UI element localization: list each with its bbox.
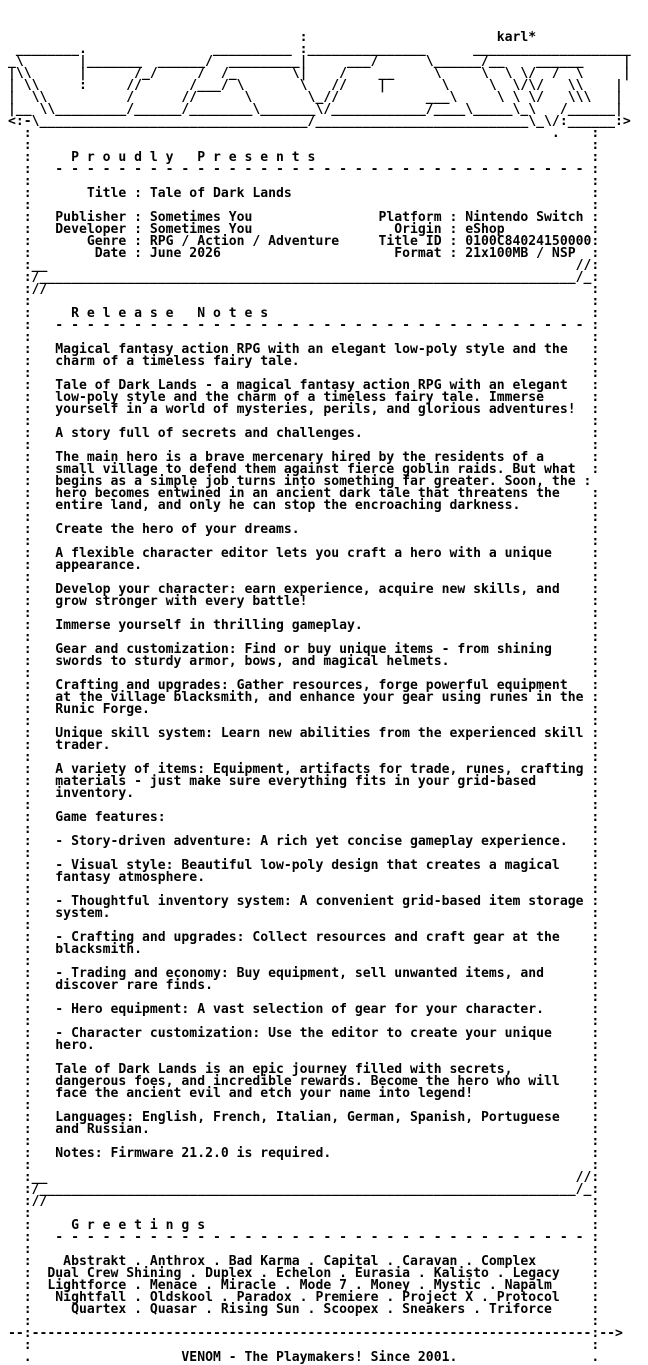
- nfo-line: : grow stronger with every battle! :: [8, 594, 639, 609]
- nfo-line: : :: [8, 174, 639, 189]
- nfo-line: : :: [8, 846, 639, 861]
- nfo-line: : Develop your character: earn experience, acquire new skills, and :: [8, 582, 639, 597]
- nfo-line: :// :: [8, 282, 639, 297]
- nfo-line: |__ \\_________/______/________\_______\/____________/____\_____\_\ /______|: [8, 102, 623, 117]
- nfo-line: : :: [8, 1158, 639, 1173]
- nfo-line: : The main hero is a brave mercenary hired by the residents of a :: [8, 450, 639, 465]
- nfo-line: : :: [8, 138, 639, 153]
- nfo-line: : :: [8, 438, 639, 453]
- nfo-line: : discover rare finds. :: [8, 978, 639, 993]
- nfo-line: : - - - - - - - - - - - - - - - - - - - - - - - - - - - - - - - - - - :: [8, 1230, 639, 1245]
- nfo-line: : - Story-driven adventure: A rich yet concise gameplay experience. :: [8, 834, 639, 849]
- nfo-line: : . :: [8, 126, 639, 141]
- nfo-line: : Magical fantasy action RPG with an elegant low-poly style and the :: [8, 342, 639, 357]
- nfo-line: : Date : June 2026 Format : 21x100MB / NSP :: [8, 246, 639, 261]
- nfo-line: : :: [8, 366, 639, 381]
- nfo-line: : R e l e a s e N o t e s :: [8, 306, 639, 321]
- nfo-line: : materials - just make sure everything fits in your grid-based :: [8, 774, 639, 789]
- nfo-line: : :: [8, 1314, 639, 1329]
- nfo-line: : :: [8, 330, 639, 345]
- nfo-line: : Immerse yourself in thrilling gameplay. :: [8, 618, 639, 633]
- nfo-line: : - - - - - - - - - - - - - - - - - - - - - - - - - - - - - - - - - - :: [8, 318, 639, 333]
- nfo-line: : :: [8, 882, 639, 897]
- nfo-line: : :: [8, 666, 639, 681]
- nfo-line: : Unique skill system: Learn new abilities from the experienced skill :: [8, 726, 639, 741]
- nfo-line: : :: [8, 1050, 639, 1065]
- nfo-line: : A story full of secrets and challenges. :: [8, 426, 639, 441]
- nfo-line: | \\ : // /___/ \ \ // | \ \ \/\/ \\ |: [8, 78, 623, 93]
- nfo-line: : blacksmith. :: [8, 942, 639, 957]
- nfo-line: : :: [8, 822, 639, 837]
- nfo-line: : :: [8, 1134, 639, 1149]
- nfo-line: : G r e e t i n g s :: [8, 1218, 639, 1233]
- nfo-line: : system. :: [8, 906, 639, 921]
- nfo-line: : entire land, and only he can stop the encroaching darkness. :: [8, 498, 639, 513]
- nfo-line: ________. __________ :_______________ ____________________: [8, 42, 639, 57]
- nfo-line: : A variety of items: Equipment, artifacts for trade, runes, crafting :: [8, 762, 639, 777]
- nfo-line: : Tale of Dark Lands is an epic journey filled with secrets, :: [8, 1062, 639, 1077]
- nfo-line: : Lightforce . Menace . Miracle . Mode 7 . Money . Mystic . Napalm :: [8, 1278, 639, 1293]
- nfo-line: : :: [8, 1338, 639, 1353]
- nfo-line: : :: [8, 534, 639, 549]
- nfo-line: :// :: [8, 1194, 639, 1209]
- nfo-line: --:-----------------------------------------------------------------------:-->: [8, 1326, 639, 1341]
- nfo-line: : appearance. :: [8, 558, 639, 573]
- nfo-line: : - Trading and economy: Buy equipment, sell unwanted items, and :: [8, 966, 639, 981]
- nfo-line: : hero. :: [8, 1038, 639, 1053]
- nfo-line: : charm of a timeless fairy tale. :: [8, 354, 639, 369]
- nfo-line: :/____________________________________________________________________/_:: [8, 270, 639, 285]
- nfo-line: : :: [8, 606, 639, 621]
- nfo-line: : hero becomes entwined in an ancient dark tale that threatens the :: [8, 486, 639, 501]
- nfo-line: : A flexible character editor lets you craft a hero with a unique :: [8, 546, 639, 561]
- nfo-line: : karl*: [8, 30, 639, 45]
- nfo-text: [8, 20, 639, 1364]
- nfo-line: : at the village blacksmith, and enhance your gear using runes in the :: [8, 690, 639, 705]
- nfo-line: : begins as a simple job turns into something far greater. Soon, the :: [8, 474, 631, 489]
- nfo-line: : :: [8, 1206, 639, 1221]
- nfo-line: | \\ / // \ \_// ___\ \ \ \/ \\\ |: [8, 90, 623, 105]
- nfo-line: |\\ | /_/ / /_ \| / __ \ \ \ \/ / \ |: [8, 66, 631, 81]
- nfo-line: : :: [8, 990, 639, 1005]
- nfo-line: : Title : Tale of Dark Lands :: [8, 186, 639, 201]
- nfo-line: : - Crafting and upgrades: Collect resources and craft gear at the :: [8, 930, 639, 945]
- nfo-line: : Genre : RPG / Action / Adventure Title ID : 0100C84024150000:: [8, 234, 639, 249]
- nfo-line: : - - - - - - - - - - - - - - - - - - - - - - - - - - - - - - - - - - :: [8, 162, 639, 177]
- nfo-line: : :: [8, 198, 639, 213]
- nfo-line: : Dual Crew Shining . Duplex . Echelon . Eurasia . Kalisto . Legacy :: [8, 1266, 639, 1281]
- nfo-line: : Create the hero of your dreams. :: [8, 522, 639, 537]
- nfo-line: : - Hero equipment: A vast selection of gear for your character. :: [8, 1002, 639, 1017]
- nfo-line: : Crafting and upgrades: Gather resources, forge powerful equipment :: [8, 678, 639, 693]
- nfo-line: : trader. :: [8, 738, 639, 753]
- nfo-line: _\ |_______ ______/ _________| ___/ \______/__ ______ |: [8, 54, 631, 69]
- nfo-line: : :: [8, 630, 639, 645]
- nfo-line: : - Visual style: Beautiful low-poly design that creates a magical :: [8, 858, 639, 873]
- nfo-line: : :: [8, 1098, 639, 1113]
- nfo-line: : :: [8, 798, 639, 813]
- nfo-line: : small village to defend them against fierce goblin raids. But what :: [8, 462, 639, 477]
- nfo-line: : :: [8, 510, 639, 525]
- nfo-line: : :: [8, 954, 639, 969]
- nfo-line: : Languages: English, French, Italian, German, Spanish, Portuguese :: [8, 1110, 639, 1125]
- nfo-line: : low-poly style and the charm of a timeless fairy tale. Immerse :: [8, 390, 639, 405]
- nfo-line: <:-\__________________________________/___________________________\_\/:______:>: [8, 114, 631, 129]
- nfo-line: : and Russian. :: [8, 1122, 639, 1137]
- nfo-line: : Nightfall . Oldskool . Paradox . Premiere . Project X . Protocol :: [8, 1290, 639, 1305]
- nfo-line: : :: [8, 1014, 639, 1029]
- nfo-line: : P r o u d l y P r e s e n t s :: [8, 150, 639, 165]
- nfo-line: :__ //:: [8, 1170, 639, 1185]
- nfo-line: : swords to sturdy armor, bows, and magical helmets. :: [8, 654, 639, 669]
- nfo-line: : dangerous foes, and incredible rewards. Become the hero who will :: [8, 1074, 639, 1089]
- nfo-line: : :: [8, 918, 639, 933]
- nfo-line: : face the ancient evil and etch your name into legend! :: [8, 1086, 639, 1101]
- nfo-line: : Runic Forge. :: [8, 702, 639, 717]
- nfo-line: : fantasy atmosphere. :: [8, 870, 639, 885]
- nfo-line: : Game features: :: [8, 810, 639, 825]
- nfo-line: : Notes: Firmware 21.2.0 is required. :: [8, 1146, 639, 1161]
- nfo-line: : :: [8, 294, 639, 309]
- nfo-line: : Publisher : Sometimes You Platform : Nintendo Switch :: [8, 210, 639, 225]
- nfo-line: : :: [8, 1242, 639, 1257]
- nfo-line: : yourself in a world of mysteries, perils, and glorious adventures! :: [8, 402, 639, 417]
- nfo-line: : - Thoughtful inventory system: A convenient grid-based item storage :: [8, 894, 639, 909]
- nfo-line: :/____________________________________________________________________/_:: [8, 1182, 639, 1197]
- nfo-line: : :: [8, 714, 639, 729]
- nfo-line: : Quartex . Quasar . Rising Sun . Scoopex . Sneakers . Triforce :: [8, 1302, 639, 1317]
- nfo-line: : - Character customization: Use the editor to create your unique :: [8, 1026, 639, 1041]
- nfo-line: : inventory. :: [8, 786, 639, 801]
- nfo-line: . VENOM - The Playmakers! Since 2001. .: [8, 1350, 639, 1365]
- nfo-line: : Abstrakt . Anthrox . Bad Karma . Capital . Caravan . Complex :: [8, 1254, 639, 1269]
- nfo-line: : :: [8, 750, 639, 765]
- nfo-line: : Developer : Sometimes You Origin : eShop :: [8, 222, 639, 237]
- nfo-line: : :: [8, 414, 639, 429]
- nfo-line: :__ //:: [8, 258, 639, 273]
- nfo-line: : Gear and customization: Find or buy unique items - from shining :: [8, 642, 639, 657]
- nfo-line: : :: [8, 570, 639, 585]
- nfo-line: : Tale of Dark Lands - a magical fantasy action RPG with an elegant :: [8, 378, 639, 393]
